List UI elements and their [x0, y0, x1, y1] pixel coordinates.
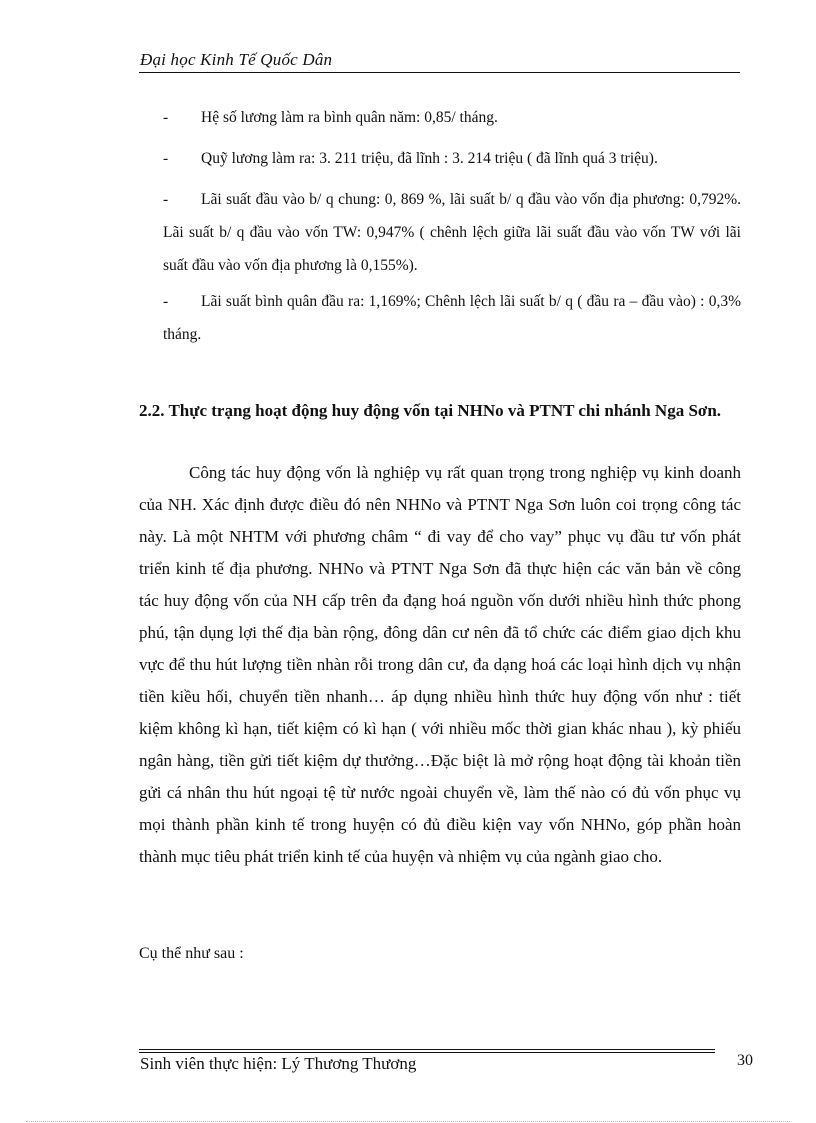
header-divider — [139, 72, 740, 73]
bullet-text: Lãi suất bình quân đầu ra: 1,169%; Chênh lệch lãi suất b/ q ( đầu ra – đầu vào) : 0,3% tháng. — [163, 293, 741, 343]
bullet-item — [163, 285, 741, 351]
page-header-title: Đại học Kinh Tế Quốc Dân — [140, 50, 333, 69]
footer-author: Sinh viên thực hiện: Lý Thương Thương — [140, 1054, 417, 1073]
body-lead-in: Cụ thể như sau : — [139, 945, 244, 962]
bullet-item — [163, 183, 741, 282]
bullet-dash: - — [163, 293, 169, 310]
bullet-dash: - — [163, 109, 169, 126]
page-number: 30 — [737, 1052, 753, 1069]
bullet-dash: - — [163, 191, 169, 208]
bullet-dash: - — [163, 150, 169, 167]
body-paragraph: Công tác huy động vốn là nghiệp vụ rất quan trọng trong nghiệp vụ kinh doanh của NH. Xác định được điều đó nên NHNo và PTNT Nga Sơn luôn coi trọng công tác này. Là một NHTM với phương châm “ đi vay để cho vay” phục vụ đầu tư vốn phát triển kinh tế địa phương. NHNo và PTNT Nga Sơn đã thực hiện các văn bản về công tác huy động vốn của NH cấp trên đa đạng hoá nguồn vốn dưới nhiều hình thức phong phú, tận dụng lợi thế địa bàn rộng, đông dân cư nên đã tổ chức các điểm giao dịch khu vực để thu hút lượng tiền nhàn rỗi trong dân cư, đa dạng hoá các loại hình dịch vụ nhận tiền kiều hối, chuyển tiền nhanh… áp dụng nhiều hình thức huy động vốn như : tiết kiệm không kì hạn, tiết kiệm có kì hạn ( với nhiều mốc thời gian khác nhau ), kỳ phiếu ngân hàng, tiền gửi tiết kiệm dự thưởng…Đặc biệt là mở rộng hoạt động tài khoản tiền gửi cá nhân thu hút ngoại tệ từ nước ngoài chuyển về, làm thế nào có đủ vốn phục vụ mọi thành phần kinh tế trong huyện có đủ điều kiện vay vốn NHNo, góp phần hoàn thành mục tiêu phát triển kinh tế của huyện và nhiệm vụ của ngành giao cho. — [139, 463, 741, 866]
section-heading: 2.2. Thực trạng hoạt động huy động vốn tại NHNo và PTNT chi nhánh Nga Sơn. — [139, 401, 722, 420]
bullet-text: Lãi suất đầu vào b/ q chung: 0, 869 %, lãi suất b/ q đầu vào vốn địa phương: 0,792%. Lãi suất b/ q đầu vào vốn TW: 0,947% ( chênh lệch giữa lãi suất đầu vào vốn TW với lãi suất đầu vào vốn địa phương là 0,155%). — [163, 191, 741, 274]
footer-divider — [139, 1052, 715, 1053]
bullet-item — [163, 101, 741, 134]
footer-divider — [139, 1049, 715, 1050]
bullet-text: Quỹ lương làm ra: 3. 211 triệu, đã lĩnh : 3. 214 triệu ( đã lĩnh quá 3 triệu). — [201, 150, 658, 167]
bullet-text: Hệ số lương làm ra bình quân năm: 0,85/ tháng. — [201, 109, 498, 126]
page-edge-border — [26, 1121, 790, 1122]
bullet-item — [163, 142, 741, 175]
